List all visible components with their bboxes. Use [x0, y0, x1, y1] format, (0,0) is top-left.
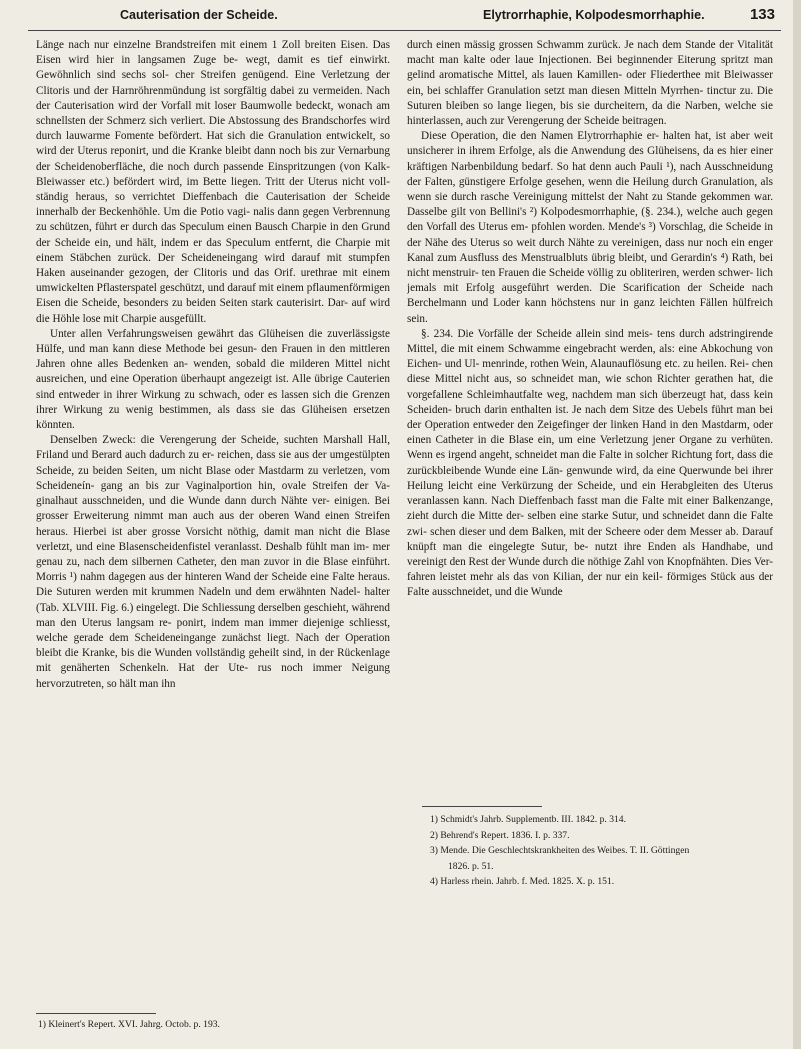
- footnote-rule: [422, 806, 542, 807]
- paragraph: Länge nach nur einzelne Brandstreifen mit einem 1 Zoll breiten Eisen. Das Eisen wird hier in langsamen Zuge be- wegt, damit es tief einwirkt. Gewöhnlich sind sechs sol- cher Streifen genügend. Eine Verletzung der Clitoris und der Harnröhrenmündung ist sorgfältig dabei zu vermeiden. Nach der Cauterisation wird der Vorfall mit loser Baumwolle bedeckt, wonach am schnellsten der Schmerz sich verliert. Die Abstossung des Brandschorfes wird durch lauwarme Fomente befördert. Hat sich die Granulation entwickelt, so wird der Uterus reponirt, und die Kranke bleibt dann noch bis zur Vernarbung der Scheidenoberfläche, die noch durch passende Einspritzungen (von Kalk- Bleiwasser etc.) befördert wird, im Bette liegen. Tritt der Uterus nicht voll- ständig heraus, so verrichtet Dieffenbach die Cauterisation der Scheide innerhalb der Beckenhöhle. Um die Potio vagi- nalis dann gegen Verbrennung zu schützen, führt er durch das Speculum einen Bausch Charpie in den Grund der Scheide ein, und hält, indem er das Speculum entfernt, die Charpie mit einem Stäbchen zurück. Der Scheideneingang wird darauf mit stumpfen Haken auseinander gezogen, der Clitoris und das Orif. urethrae mit einem umwickelten Pflasterspatel geschützt, und darauf mit einem pflaumenförmigen Eisen die Scheide, besonders zu beiden Seiten stark cauterisirt. Dar- auf wird die Höhle lose mit Charpie ausgefüllt.: [36, 39, 390, 325]
- left-column-body: [36, 38, 390, 973]
- paragraph: Diese Operation, die den Namen Elytrorrhaphie er- halten hat, ist aber weit unsicherer in ihrem Erfolge, als die Anwendung des Glüheisens, da es hier einer kräftigen Narbenbildung bedarf. So hat denn auch Pauli ¹), nach Ausschneidung der Falten, günstigere Erfolge gesehen, wenn die Heilung durch Granulation, als wenn sie durch rasche Vereinigung mittelst der Naht zu Stande gekommen war. Dasselbe gilt von Bellini's ²) Kolpodesmorrhaphie, (§. 234.), welche auch gegen den Vorfall des Uterus em- pfohlen worden. Mende's ³) Vorschlag, die Scheide in der Nähe des Uterus so weit durch Nähte zu vereinigen, dass nur noch ein enger Kanal zum Ausfluss des Menstrualbluts übrig bleibt, und Gerardin's ⁴) Rath, bei nicht menstruir- ten Frauen die Scheide völlig zu obliteriren, werden schwer- lich jemals mit Erfolg ausgeführt werden. Die Scarification der Scheide nach Berchelmann und Loder kann höchstens nur in ganz leichten Fällen hülfreich sein.: [407, 130, 773, 325]
- footnote: 4) Harless rhein. Jahrb. f. Med. 1825. X. p. 151.: [430, 876, 615, 887]
- footnote: 1826. p. 51.: [448, 860, 494, 872]
- page-edge: [793, 0, 801, 1049]
- header-right-title: Elytrorrhaphie, Kolpodesmorrhaphie.: [483, 8, 705, 22]
- paragraph: Unter allen Verfahrungsweisen gewährt das Glüheisen die zuverlässigste Hülfe, und man kann diese Methode bei gesun- den Frauen in den mittleren Jahren ohne alles Bedenken an- wenden, sobald die milderen Mittel nicht ausreichen, und eine Operation überhaupt angezeigt ist. Alle übrige Cauterien sind entweder in ihrer Wirkung zu schwach, oder es lassen sich die Grenzen ihrer Wirkung zu wenig bestimmen, als dass sie das Glüheisen ersetzen könnten.: [36, 327, 390, 432]
- right-column: [407, 38, 773, 798]
- paragraph: §. 234. Die Vorfälle der Scheide allein sind meis- tens durch adstringirende Mittel, die mit einem Schwamme eingebracht werden, als: eine Abkochung von Eichen- und Ul- menrinde, rothen Wein, Alaunauflösung etc. zu heilen. Rei- chen diese Mittel nicht aus, so schneidet man, wie schon Richter gerathen hat, die vorgefallene Schleimhautfalte weg, nachdem man sich überzeugt hat, dass kein Scheiden- bruch darin enthalten ist. Je nach dem Sitze des Uebels führt man bei der Operation entweder den Zeigefinger der linken Hand in den Mastdarm, oder einen Catheter in die Blase ein, um eine Verletzung jener Organe zu verhüten. Wenn es irgend angeht, schneidet man die Falte in solcher Richtung fort, dass die zurückbleibende Wunde eine Län- genwunde wird, da eine Querwunde bei ihrer Heilung leicht eine Verkürzung der Scheide, und ein Herabgleiten des Uterus veranlassen kann. Nach Dieffenbach fasst man die Falte mit einer Balkenzange, zieht durch die Mitte der- selben eine starke Sutur, und schneidet dann die Falte zwi- schen dieser und dem Balken, mit der Scheere oder dem Messer ab. Darauf knüpft man die eingelegte Sutur, be- nutzt ihre Enden als Handhabe, und vereinigt den Rest der Wunde durch die nöthige Zahl von Knopfnähten. Dies Ver- fahren leistet mehr als das von Kilian, der nur ein keil- förmiges Stück aus der Falte ausschneidet, und die Wunde: [407, 327, 773, 599]
- running-header: [30, 4, 779, 26]
- footnote: 3) Mende. Die Geschlechtskrankheiten des Weibes. T. II. Göttingen: [430, 845, 690, 856]
- footnote: 1) Kleinert's Repert. XVI. Jahrg. Octob. p. 193.: [38, 1019, 220, 1030]
- page-number: 133: [749, 6, 775, 23]
- left-column: [36, 38, 390, 973]
- paragraph: Denselben Zweck: die Verengerung der Scheide, suchten Marshall Hall, Friland und Berard auch dadurch zu er- reichen, dass sie aus der umgestülpten Scheide, zu beiden Seiten, um nicht Blase oder Mastdarm zu verletzen, vom Scheideneín- gang an bis zur Vaginalportion hin, ovale Streifen der Va- ginalhaut ausschneiden, und die Wunde dann durch Nähte ver- einigen. Bei grosser Erweiterung nimmt man auch aus der oberen Wand einen Streifen heraus. Hierbei ist aber grosse Vorsicht nöthig, damit man nicht die Blase verletzt, und eine Blasenscheidenfistel veranlasst. Deshalb fühlt man im- mer genau zu, nach dem silbernen Catheter, den man zuvor in die Blase einführt. Morris ¹) nahm dagegen aus der hinteren Wand der Scheide eine Falte heraus. Die Suturen werden mit krummen Nadeln und dem erwähnten Nadel- halter (Tab. XLVIII. Fig. 6.) eingelegt. Die Schliessung derselben geschieht, während man den Uterus langsam re- ponirt, indem man immer diejenige schliesst, welche gerade dem Scheideneingange zunächst liegt. Nach der Operation bleibt die Kranke, bis die Wunden vollständig geheilt sind, in der Rückenlage mit genäherten Schenkeln. Hat der Ute- rus noch immer Neigung hervorzutreten, so hält man ihn: [36, 434, 390, 690]
- header-left-title: Cauterisation der Scheide.: [120, 8, 278, 22]
- right-column-body: [407, 38, 773, 798]
- right-footnotes: [430, 812, 689, 890]
- footnote: 1) Schmidt's Jahrb. Supplementb. III. 1842. p. 314.: [430, 814, 626, 825]
- footnote: 2) Behrend's Repert. 1836. I. p. 337.: [430, 829, 570, 841]
- paragraph: durch einen mässig grossen Schwamm zurück. Je nach dem Stande der Vitalität macht man kalte oder laue Injectionen. Bei beginnender Eiterung spritzt man gelind aromatische Mittel, als lauen Kamillen- oder Fliederthee mit Bleiwasser ein, bei schlaffer Granulation setzt man diesen Mitteln Myrrhen- tinctur zu. Die Suturen bleiben so lange liegen, bis sie durcheitern, da die Narben, welche sie hinterlassen, auch zur Verengerung der Scheide beitragen.: [407, 39, 773, 128]
- header-rule: [28, 30, 781, 31]
- footnote-rule: [36, 1013, 156, 1014]
- left-footnotes: [38, 1017, 220, 1033]
